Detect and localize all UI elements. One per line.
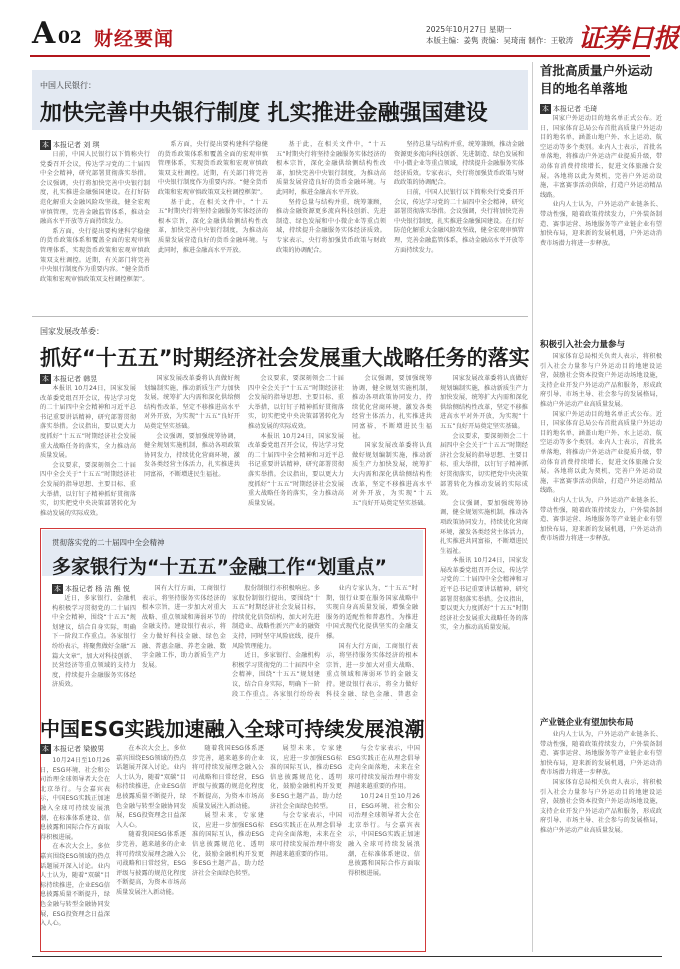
- paragraph: 会议要求，要深刻领会二十届四中全会关于“十五五”时期经济社会发展的指导思想、主要目标、重大举措，以钉钉子精神抓好贯彻落实，切实把党中央决策部署转化为推动发展的实际成效。: [248, 375, 344, 430]
- header-info: [426, 24, 573, 46]
- footer-rule: [32, 956, 662, 957]
- lead-byline: [40, 140, 99, 150]
- sidebar-subhead-1: 积极引入社会力量参与: [540, 340, 626, 350]
- paragraph: 国有大行方面，工商银行表示，将坚持服务实体经济的根本宗旨，进一步加大对重大战略、重点领域和薄弱环节的金融支持。建设银行表示，将全力做好科技金融、绿色金融、普惠金融、养老金融、数字金融工作，助力新质生产力发展。: [142, 585, 226, 669]
- lead-column-4: [394, 140, 524, 310]
- paragraph: 国家体育总局相关负责人表示，将积极引入社会力量参与户外运动目的地建设运营，鼓励社会资本投资户外运动场地设施，支持企业开发户外运动产品和服务，形成政府引导、市场主导、社会参与的发展格局，推动户外运动产业高质量发展。: [540, 353, 662, 408]
- bottom-headline: 中国ESG实践加速融入全球可持续发展浪潮: [40, 717, 425, 741]
- paragraph: 展望未来，专家建议，应进一步加强ESG标准的国际互认，推动ESG信息披露规范化、透明化，鼓励金融机构开发更多ESG主题产品，助力经济社会全面绿色转型。: [270, 745, 342, 810]
- date-line: 2025年10月27日 星期一: [426, 25, 512, 34]
- paragraph: 日前，中国人民银行以下简称央行党委召开会议，传达学习党的二十届四中全会精神，研究部署贯彻落实举措。会议强调，央行将加快完善中央银行制度，扎实推进金融强国建设。在打好防范化解重大金融风险攻坚战，健全宏观审慎管理，完善金融监管体系，推动金融高水平开放等方面持续发力。: [40, 151, 150, 226]
- bottom-column-3: [192, 744, 264, 946]
- paragraph: 随着我国ESG体系逐步完善，越来越多的企业将可持续发展理念融入公司战略和日常经营，ESG评级与披露的规范化程度不断提高，为资本市场高质量发展注入新动能。: [116, 831, 186, 896]
- paragraph: 会议强调，要加强统筹协调，健全规划实施机制，推动各项政策协同发力，持续优化营商环境，激发各类经营主体活力，扎实推进共同富裕，不断增进民生福祉。: [440, 499, 528, 555]
- boxed-byline: [52, 584, 130, 594]
- newspaper-logo: 证券日报: [578, 24, 679, 54]
- paragraph: 10月24日至10月26日，ESG环境、社会和公司治理全球领导者大会在北京举行。与会嘉宾表示，中国ESG实践正加速融入全球可持续发展浪潮，在标准体系建设、信息披露和国际合作方面取得积极进展。: [40, 757, 110, 841]
- sidebar-column-2: [540, 352, 662, 712]
- lead-column-3: [276, 140, 386, 310]
- byline-tag: 本: [42, 141, 49, 149]
- byline-tag: 本: [42, 375, 49, 383]
- sidebar-column-3: [540, 730, 662, 946]
- bottom-byline: [40, 744, 104, 754]
- paragraph: 与会专家表示，中国ESG实践正在从理念倡导走向全面落地，未来在全球可持续发展治理中将发挥越来越重要的作用。: [348, 745, 420, 791]
- second-column-3: [248, 374, 344, 516]
- paragraph: 国有大行方面，工商银行表示，将坚持服务实体经济的根本宗旨，进一步加大对重大战略、重点领域和薄弱环节的金融支持。建设银行表示，将全力做好科技金融、绿色金融、普惠金: [326, 642, 418, 698]
- paragraph: 展望未来，专家建议，应进一步加强ESG标准的国际互认，推动ESG信息披露规范化、透明化，鼓励金融机构开发更多ESG主题产品，助力经济社会全面绿色转型。: [192, 812, 264, 877]
- second-kicker: 国家发展改革委：: [40, 327, 104, 336]
- byline-text: 本报记者 梁傲男: [53, 745, 105, 753]
- byline-text: 本报记者 韩昱: [53, 375, 98, 383]
- paragraph: 业内专家认为，“十五五”时期，银行业要在服务国家战略中实现自身高质量发展，增强金融服务的适配性和普惠性，为推进中国式现代化提供坚实的金融支撑。: [326, 585, 418, 640]
- paragraph: 近日，多家银行、金融机构积极学习贯彻党的二十届四中全会精神，围绕“十五五”规划建议，结合自身实际，明确下一阶段工作重点。各家银行纷纷表示，将聚焦做好金融“五篇大文章”，加大对科技创新、民营经济等重点领域的支持力度，持续提升金融服务实体经济质效。: [52, 595, 136, 689]
- paragraph: 系方面，央行提出要构建科学稳健的货币政策体系和覆盖全面的宏观审慎管理体系，实现货币政策和宏观审慎政策双支柱调控。近期，有关部门将完善中央银行制度作为重要内容。“健全货币政策和宏观审慎政策双支柱调控框架”。: [40, 227, 150, 283]
- paragraph: 基于此，在相关文件中，“十五五”时期央行将坚持金融服务实体经济的根本宗旨，深化金融供给侧结构性改革，加快完善中央银行制度，为推动高质量发展营造良好的货币金融环境。与此同时，推进金融高水平开放。: [276, 141, 386, 196]
- page-number: 02: [58, 28, 82, 48]
- page-letter: A: [32, 16, 56, 51]
- section-title: 财经要闻: [94, 28, 175, 50]
- paragraph: 业内人士认为，户外运动产业链条长、带动性强，随着政策持续发力，户外装备制造、赛事运营、场地服务等产业链企业有望加快布局，迎来新的发展机遇，户外运动消费市场潜力将进一步释放。: [540, 201, 662, 247]
- paragraph: 在本次大会上，多位嘉宾围绕ESG领域的热点话题展开深入讨论。业内人士认为，随着“双碳”目标持续推进，企业ESG信息披露质量不断提升，绿色金融与转型金融协同发展，ESG投资理念日益深入人心。: [40, 843, 110, 928]
- paragraph: 日前，中国人民银行以下简称央行党委召开会议，传达学习党的二十届四中全会精神，研究部署贯彻落实举措。会议强调，央行将加快完善中央银行制度，扎实推进金融强国建设。在打好防范化解重大金融风险攻坚战，健全宏观审慎管理，完善金融监管体系，推动金融高水平开放等方面持续发力。: [394, 188, 524, 254]
- byline-tag: 本: [54, 585, 61, 593]
- divider: [32, 316, 528, 317]
- paragraph: 本报讯 10月24日，国家发展改革委党组召开会议，传达学习党的二十届四中全会精神和习近平总书记重要讲话精神，研究部署贯彻落实举措。会议指出，要以更大力度抓好“十五五”时期经济社会发展重大战略任务的落实，全力推动高质量发展。: [248, 432, 344, 507]
- sidebar-subhead-2: 产业链企业有望加快布局: [540, 718, 634, 728]
- editor-line: 本版主编：姜隽 责编：吴琦南 制作：王敬涛: [426, 36, 574, 45]
- sidebar-headline: 首批高质量户外运动目的地名单落地: [540, 63, 653, 96]
- lead-column-2: [158, 140, 268, 310]
- lead-kicker: 中国人民银行：: [40, 81, 96, 90]
- bottom-column-5: [348, 744, 420, 946]
- paragraph: 业内人士认为，户外运动产业链条长、带动性强，随着政策持续发力，户外装备制造、赛事运营、场地服务等产业链企业有望加快布局，迎来新的发展机遇，户外运动消费市场潜力将进一步释放。: [540, 496, 662, 543]
- sidebar-divider: [532, 62, 533, 952]
- paragraph: 10月24日至10月26日，ESG环境、社会和公司治理全球领导者大会在北京举行。与会嘉宾表示，中国ESG实践正加速融入全球可持续发展浪潮，在标准体系建设、信息披露和国际合作方面取得积极进展。: [348, 792, 420, 877]
- lead-headline: 加快完善中央银行制度 扎实推进金融强国建设: [40, 101, 488, 126]
- boxed-column-2: [142, 584, 226, 700]
- paragraph: 系方面，央行提出要构建科学稳健的货币政策体系和覆盖全面的宏观审慎管理体系，实现货币政策和宏观审慎政策双支柱调控。近期，有关部门将完善中央银行制度作为重要内容。“健全货币政策和宏观审慎政策双支柱调控框架”。: [158, 141, 268, 196]
- header-rule: [30, 55, 650, 57]
- byline-tag: 本: [42, 745, 49, 753]
- paragraph: 国家发展改革委将认真做好规划编制实施，推动新质生产力加快发展，统筹扩大内需和深化供给侧结构性改革，坚定不移推进高水平对外开放，为实现“十五五”良好开局奠定坚实基础。: [352, 442, 432, 507]
- paragraph: 国家发展改革委将认真做好规划编制实施，推动新质生产力加快发展，统筹扩大内需和深化供给侧结构性改革，坚定不移推进高水平对外开放，为实现“十五五”良好开局奠定坚实基础。: [144, 375, 240, 430]
- paragraph: 会议强调，要加强统筹协调，健全规划实施机制，推动各项政策协同发力，持续优化营商环境，激发各类经营主体活力，扎实推进共同富裕，不断增进民生福祉。: [144, 432, 240, 478]
- bottom-column-1: [40, 756, 110, 946]
- paragraph: 坚持总量与结构并重，统筹兼顾，推动金融资源更多流向科技创新、先进制造、绿色发展和中小微企业等重点领域，持续提升金融服务实体经济质效。专家表示，央行将加强货币政策与财政政策的协调配合。: [394, 141, 524, 187]
- second-column-4: [352, 374, 432, 516]
- paragraph: 坚持总量与结构并重，统筹兼顾，推动金融资源更多流向科技创新、先进制造、绿色发展和中小微企业等重点领域，持续提升金融服务实体经济质效。专家表示，央行将加强货币政策与财政政策的协调配合。: [276, 198, 386, 254]
- second-byline: [40, 374, 97, 384]
- boxed-column-1: [52, 594, 136, 700]
- boxed-kicker: 贯彻落实党的二十届四中全会精神: [52, 538, 165, 547]
- paragraph: 本报讯 10月24日，国家发展改革委党组召开会议，传达学习党的二十届四中全会精神和习近平总书记重要讲话精神，研究部署贯彻落实举措。会议指出，要以更大力度抓好“十五五”时期经济社会发展重大战略任务的落实，全力推动高质量发展。: [40, 385, 136, 460]
- boxed-column-4: [326, 584, 418, 700]
- second-column-2: [144, 374, 240, 516]
- sidebar-byline: [540, 104, 597, 114]
- paragraph: 国家体育总局相关负责人表示，将积极引入社会力量参与户外运动目的地建设运营，鼓励社会资本投资户外运动场地设施，支持企业开发户外运动产品和服务，形成政府引导、市场主导、社会参与的发展格局，推动户外运动产业高质量发展。: [540, 778, 662, 834]
- second-column-5: [440, 374, 528, 794]
- paragraph: 国家户外运动目的地名单正式公布。近日，国家体育总局公布首批高质量户外运动目的地名单，涵盖山地户外、水上运动、航空运动等多个类别。业内人士表示，首批名单落地，将推动户外运动产业提质升级，带动体育消费持续增长，促进文体旅融合发展。各地将以此为契机，完善户外运动设施，丰富赛事活动供给，打造户外运动精品线路。: [540, 410, 662, 495]
- byline-text: 本报记者 刘 琪: [53, 141, 100, 149]
- boxed-headline: 多家银行为“十五五”金融工作“划重点”: [52, 556, 387, 578]
- sidebar-column-1: [540, 114, 662, 334]
- byline-text: 本报记者 毛琦: [553, 105, 598, 113]
- paragraph: 近日，多家银行、金融机构积极学习贯彻党的二十届四中全会精神，围绕“十五五”规划建议，结合自身实际，明确下一阶段工作重点。各家银行纷纷表: [232, 652, 320, 698]
- paragraph: 业内人士认为，户外运动产业链条长、带动性强，随着政策持续发力，户外装备制造、赛事运营、场地服务等产业链企业有望加快布局，迎来新的发展机遇，户外运动消费市场潜力将进一步释放。: [540, 731, 662, 777]
- paragraph: 股份制银行亦积极响应。多家股份制银行提出，要围绕“十五五”时期经济社会发展目标，持续优化信贷结构，加大对先进制造业、战略性新兴产业的融资支持，同时坚守风险底线，提升风险管理能力。: [232, 585, 320, 650]
- paragraph: 国家户外运动目的地名单正式公布。近日，国家体育总局公布首批高质量户外运动目的地名单，涵盖山地户外、水上运动、航空运动等多个类别。业内人士表示，首批名单落地，将推动户外运动产业提质升级，带动体育消费持续增长，促进文体旅融合发展。各地将以此为契机，完善户外运动设施，丰富赛事活动供给，打造户外运动精品线路。: [540, 115, 662, 199]
- paragraph: 会议要求，要深刻领会二十届四中全会关于“十五五”时期经济社会发展的指导思想、主要目标、重大举措，以钉钉子精神抓好贯彻落实，切实把党中央决策部署转化为推动发展的实际成效。: [40, 461, 136, 516]
- paragraph: 国家发展改革委将认真做好规划编制实施，推动新质生产力加快发展，统筹扩大内需和深化供给侧结构性改革，坚定不移推进高水平对外开放，为实现“十五五”良好开局奠定坚实基础。: [440, 375, 528, 430]
- bottom-column-2: [116, 744, 186, 946]
- paragraph: 基于此，在相关文件中，“十五五”时期央行将坚持金融服务实体经济的根本宗旨，深化金融供给侧结构性改革，加快完善中央银行制度，为推动高质量发展营造良好的货币金融环境。与此同时，推进金融高水平开放。: [158, 198, 268, 254]
- second-headline: 抓好“十五五”时期经济社会发展重大战略任务的落实: [40, 346, 530, 370]
- byline-tag: 本: [542, 105, 549, 113]
- bottom-column-4: [270, 744, 342, 946]
- byline-text: 本报记者 杨 洁 熊 悦: [65, 585, 130, 593]
- paragraph: 会议要求，要深刻领会二十届四中全会关于“十五五”时期经济社会发展的指导思想、主要目标、重大举措，以钉钉子精神抓好贯彻落实，切实把党中央决策部署转化为推动发展的实际成效。: [440, 432, 528, 498]
- second-column-1: [40, 384, 136, 516]
- paragraph: 会议强调，要加强统筹协调，健全规划实施机制，推动各项政策协同发力，持续优化营商环境，激发各类经营主体活力，扎实推进共同富裕，不断增进民生福祉。: [352, 375, 432, 440]
- paragraph: 本报讯 10月24日，国家发展改革委党组召开会议，传达学习党的二十届四中全会精神和习近平总书记重要讲话精神，研究部署贯彻落实举措。会议指出，要以更大力度抓好“十五五”时期经济社会发展重大战略任务的落实，全力推动高质量发展。: [440, 557, 528, 632]
- paragraph: 随着我国ESG体系逐步完善，越来越多的企业将可持续发展理念融入公司战略和日常经营，ESG评级与披露的规范化程度不断提高，为资本市场高质量发展注入新动能。: [192, 745, 264, 810]
- paragraph: 与会专家表示，中国ESG实践正在从理念倡导走向全面落地，未来在全球可持续发展治理中将发挥越来越重要的作用。: [270, 812, 342, 858]
- paragraph: 在本次大会上，多位嘉宾围绕ESG领域的热点话题展开深入讨论。业内人士认为，随着“双碳”目标持续推进，企业ESG信息披露质量不断提升，绿色金融与转型金融协同发展，ESG投资理念日益深入人心。: [116, 745, 186, 829]
- lead-column-1: [40, 150, 150, 310]
- boxed-column-3: [232, 584, 320, 700]
